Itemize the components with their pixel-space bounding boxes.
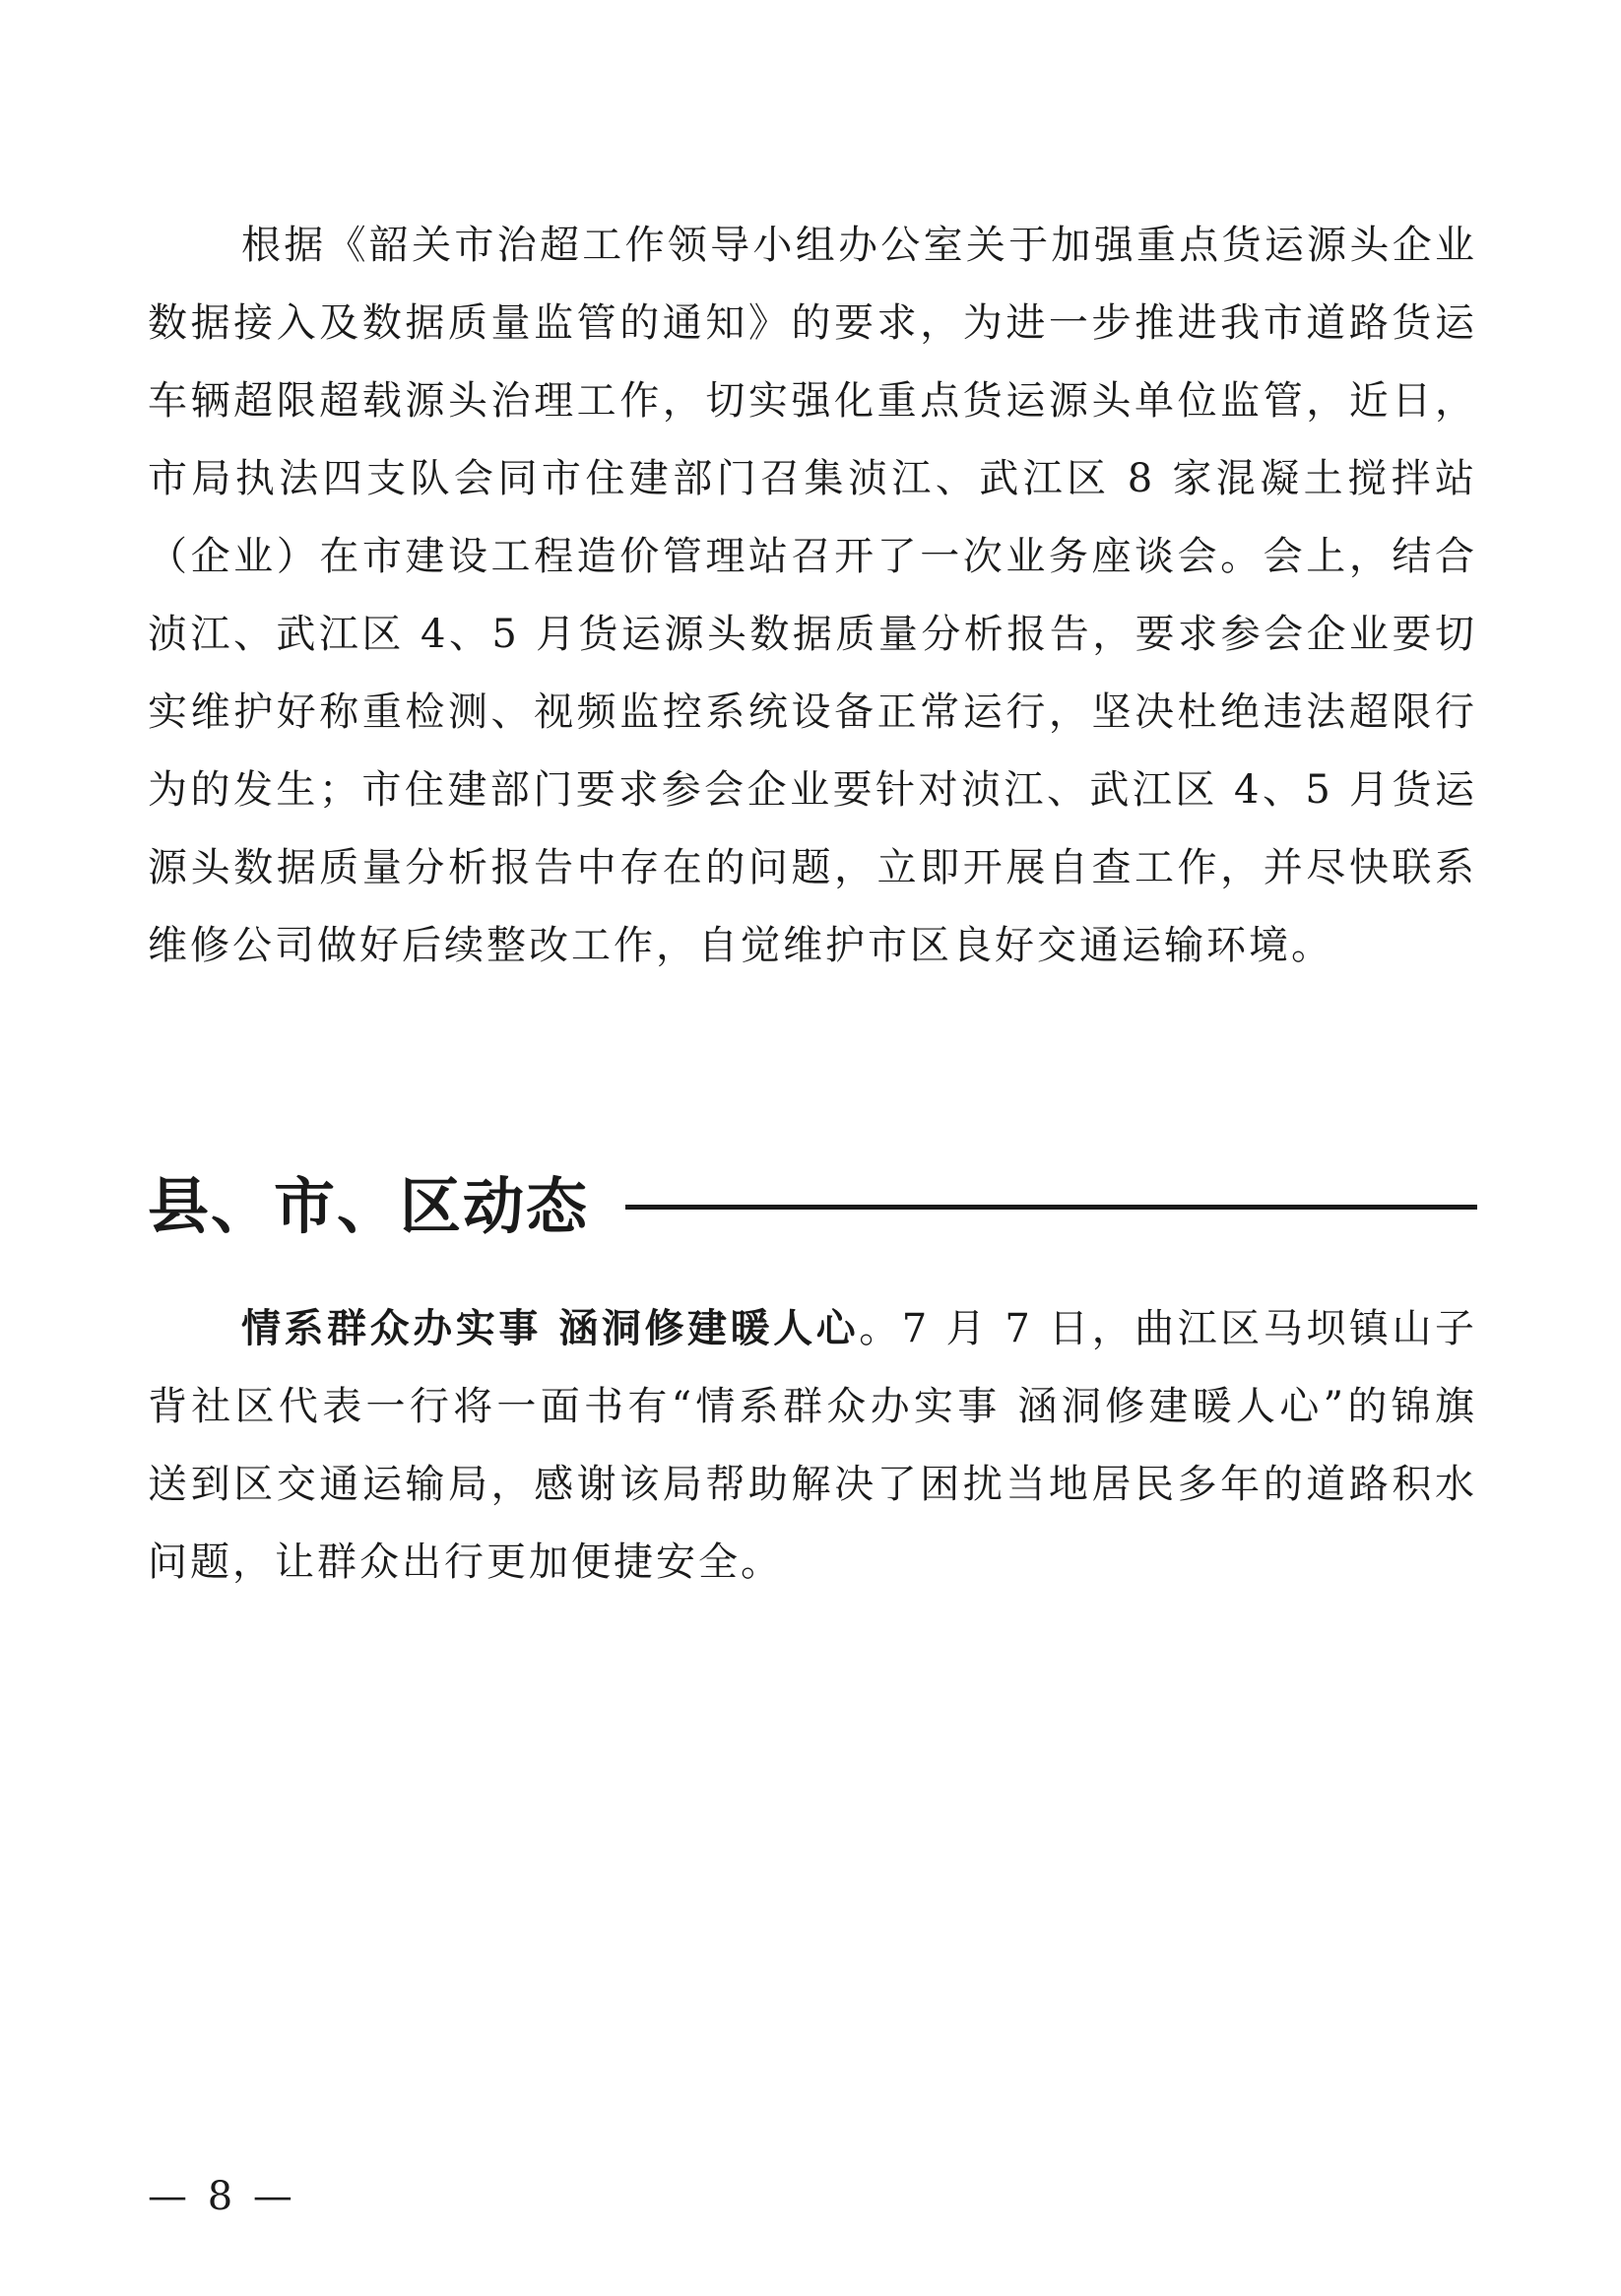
news-item-body: 7 月 7 日，曲江区马坝镇山子背社区代表一行将一面书有“情系群众办实事 涵洞修建暖人心”的锦旗送到区交通运输局，感谢该局帮助解决了困扰当地居民多年的道路积水问题，让群众出行更加便捷安全。 — [148, 1306, 1478, 1585]
section-heading — [148, 1162, 1477, 1251]
section-divider-rule — [625, 1205, 1477, 1210]
news-item-title: 情系群众办实事 涵洞修建暖人心 — [241, 1306, 860, 1351]
news-item-title-period: 。 — [859, 1306, 902, 1351]
section-title: 县、市、区动态 — [148, 1170, 590, 1242]
news-item-paragraph — [148, 1290, 1477, 1602]
page-number: — 8 — — [148, 2174, 296, 2219]
body-paragraph: 根据《韶关市治超工作领导小组办公室关于加强重点货运源头企业数据接入及数据质量监管的通知》的要求，为进一步推进我市道路货运车辆超限超载源头治理工作，切实强化重点货运源头单位监管，近日，市局执法四支队会同市住建部门召集浈江、武江区 8 家混凝土搅拌站（企业）在市建设工程造价管理站召开了一次业务座谈会。会上，结合浈江、武江区 4、5 月货运源头数据质量分析报告，要求参会企业要切实维护好称重检测、视频监控系统设备正常运行，坚决杜绝违法超限行为的发生；市住建部门要求参会企业要针对浈江、武江区 4、5 月货运源头数据质量分析报告中存在的问题，立即开展自查工作，并尽快联系维修公司做好后续整改工作，自觉维护市区良好交通运输环境。 — [148, 223, 1477, 968]
